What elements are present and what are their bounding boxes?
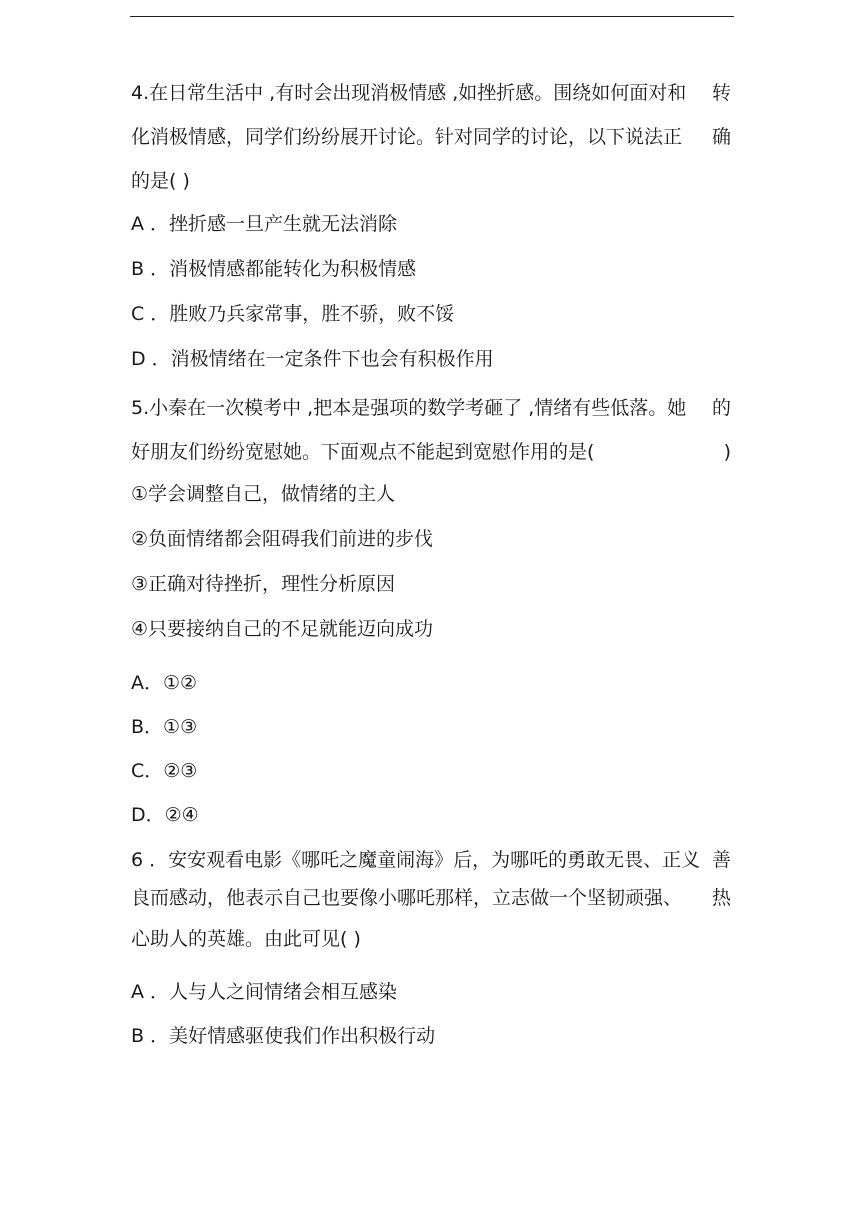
q4-stem-line-1 bbox=[131, 81, 731, 105]
q5-option-b: B．①③ bbox=[131, 716, 198, 738]
q4-option-d: D ．消极情绪在一定条件下也会有积极作用 bbox=[131, 348, 494, 370]
q5-stem-line-2 bbox=[131, 440, 731, 464]
q5-option-a: A．①② bbox=[131, 672, 198, 694]
q4-option-c: C ．胜败乃兵家常事，胜不骄，败不馁 bbox=[131, 303, 455, 325]
q4-option-b: B ．消极情感都能转化为积极情感 bbox=[131, 258, 417, 280]
q5-stem-line-1-tail: 的 bbox=[711, 397, 731, 419]
q5-statement-2: ②负面情绪都会阻碍我们前进的步伐 bbox=[131, 528, 434, 550]
q5-option-c: C．②③ bbox=[131, 760, 198, 782]
q6-stem-line-2 bbox=[131, 886, 731, 910]
q4-option-a: A ．挫折感一旦产生就无法消除 bbox=[131, 213, 398, 235]
q4-stem-line-1-tail: 转 bbox=[711, 82, 731, 104]
q6-stem-line-2-text: 良而感动，他表示自己也要像小哪吒那样，立志做一个坚韧顽强、 bbox=[131, 887, 683, 909]
q4-stem-line-1-text: 4.在日常生活中 ,有时会出现消极情感 ,如挫折感。围绕如何面对和 bbox=[131, 82, 687, 104]
header-rule bbox=[130, 16, 734, 17]
q4-stem-line-2-text: 化消极情感，同学们纷纷展开讨论。针对同学的讨论，以下说法正 bbox=[131, 126, 683, 148]
q4-stem-line-2-tail: 确 bbox=[711, 126, 731, 148]
q6-stem-line-1-text: 6 ．安安观看电影《哪吒之魔童闹海》后，为哪吒的勇敢无畏、正义 bbox=[131, 849, 701, 871]
q6-stem-line-1-tail: 善 bbox=[711, 849, 731, 871]
q5-statement-3: ③正确对待挫折，理性分析原因 bbox=[131, 573, 396, 595]
q6-stem-line-2-tail: 热 bbox=[711, 887, 731, 909]
q5-statement-1: ①学会调整自己，做情绪的主人 bbox=[131, 483, 396, 505]
q6-stem-line-3: 心助人的英雄。由此可见( ) bbox=[131, 928, 361, 950]
q5-stem-line-2-tail: ) bbox=[723, 441, 731, 463]
q6-option-b: B ．美好情感驱使我们作出积极行动 bbox=[131, 1025, 436, 1047]
q5-stem-line-1 bbox=[131, 396, 731, 420]
q5-statement-4: ④只要接纳自己的不足就能迈向成功 bbox=[131, 618, 434, 640]
q5-stem-line-1-text: 5.小秦在一次模考中 ,把本是强项的数学考砸了 ,情绪有些低落。她 bbox=[131, 397, 687, 419]
q6-stem-line-1 bbox=[131, 848, 731, 872]
q6-option-a: A ．人与人之间情绪会相互感染 bbox=[131, 981, 398, 1003]
q4-stem-line-2 bbox=[131, 125, 731, 149]
q4-stem-line-3: 的是( ) bbox=[131, 170, 190, 192]
q5-option-d: D．②④ bbox=[131, 804, 199, 826]
q5-stem-line-2-text: 好朋友们纷纷宽慰她。下面观点不能起到宽慰作用的是( bbox=[131, 441, 595, 463]
